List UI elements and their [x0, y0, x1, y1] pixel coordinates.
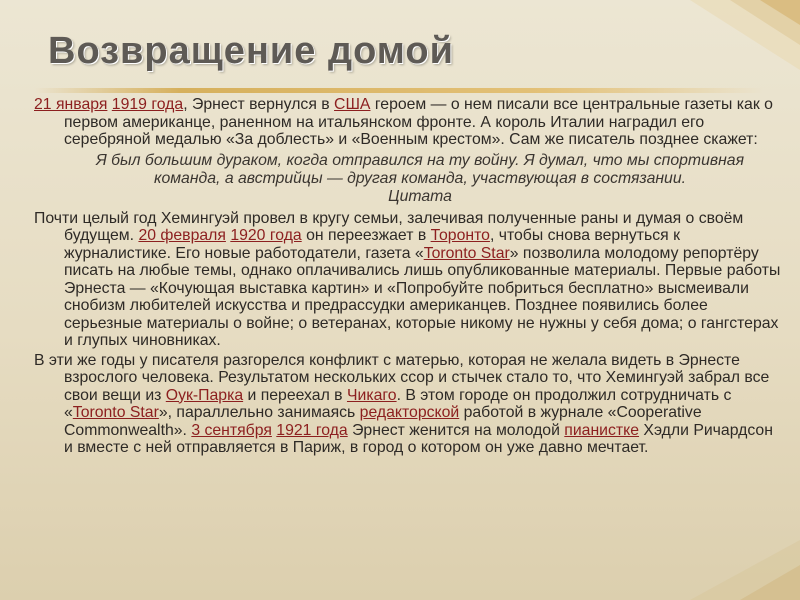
link-date-jan-21[interactable]: 21 января [34, 96, 108, 113]
text: », параллельно занимаясь [158, 404, 360, 421]
text: Хэдли Ричардсон и вместе с ней отправляется в Париж, в город о котором он уже давно мечтает. [64, 421, 773, 456]
link-oak-park[interactable]: Оук-Парка [165, 386, 244, 404]
link-date-sep-3[interactable]: 3 сентября [191, 421, 272, 439]
link-pianist[interactable]: пианистке [564, 421, 640, 439]
link-year-1919[interactable]: 1919 года [111, 96, 184, 113]
text: . В этом городе он продолжил сотрудничать с « [64, 386, 732, 421]
link-toronto-star[interactable]: Toronto Star [423, 244, 510, 262]
text: » позволила молодому репортёру писать на любые темы, однако оплачивались лишь опубликованные материалы. Первые работы Эрнеста — «Кочующая выставка картин» и «Попробуйте побриться бесплатно» высмеивали снобизм любителей искусства и предрассудки американцев. Позднее появились более серьезные материалы о войне; о ветеранах, которые никому не нужны у себя дома; о гангстерах и глупых чиновниках. [64, 244, 781, 349]
slide-body [34, 96, 782, 459]
quote-block [94, 152, 746, 206]
paragraph-return [34, 96, 782, 149]
link-chicago[interactable]: Чикаго [346, 386, 397, 404]
text: Почти целый год Хемингуэй провел в кругу семьи, залечивая полученные раны и думая о своём будущем. [34, 209, 744, 244]
text: , Эрнест вернулся в [183, 96, 335, 113]
text: В эти же годы у писателя разгорелся конфликт с матерью, которая не желала видеть в Эрнесте взрослого человека. Результатом нескольких ссор и стычек стало то, что Хемингуэй забрал все свои вещи из [34, 351, 770, 404]
paragraph-toronto [34, 210, 782, 350]
link-toronto-star[interactable]: Toronto Star [72, 404, 159, 421]
link-usa[interactable]: США [334, 96, 371, 113]
text: он переезжает в [301, 227, 431, 244]
text: героем — о нем писали все центральные газеты как о первом американце, раненном на итальянском фронте. А король Италии наградил его серебряной медалью «За доблесть» и «Военным крестом». Сам же писатель позднее скажет: [64, 96, 773, 148]
quote-text: Я был большим дураком, когда отправился на ту войну. Я думал, что мы спортивная команда, а австрийцы — другая команда, участвующая в состязании. [95, 151, 745, 187]
corner-decoration [650, 0, 800, 95]
paragraph-chicago [34, 352, 782, 457]
corner-decoration-bottom [670, 540, 800, 600]
text: и переехал в [243, 386, 347, 404]
link-editorial[interactable]: редакторской [359, 404, 460, 421]
slide-title: Возвращение домой [48, 30, 454, 72]
link-date-feb-20[interactable]: 20 февраля [138, 227, 226, 244]
link-year-1921[interactable]: 1921 года [276, 421, 348, 439]
link-toronto[interactable]: Торонто [430, 227, 490, 244]
text: Эрнест женится на молодой [347, 421, 565, 439]
link-year-1920[interactable]: 1920 года [230, 227, 302, 244]
quote-source[interactable]: Цитата [388, 187, 452, 205]
text: работой в журнале «Cooperative Commonwealth». [64, 404, 702, 439]
title-underline [34, 88, 764, 93]
text: , чтобы снова вернуться к журналистике. Его новые работодатели, газета « [64, 227, 681, 262]
